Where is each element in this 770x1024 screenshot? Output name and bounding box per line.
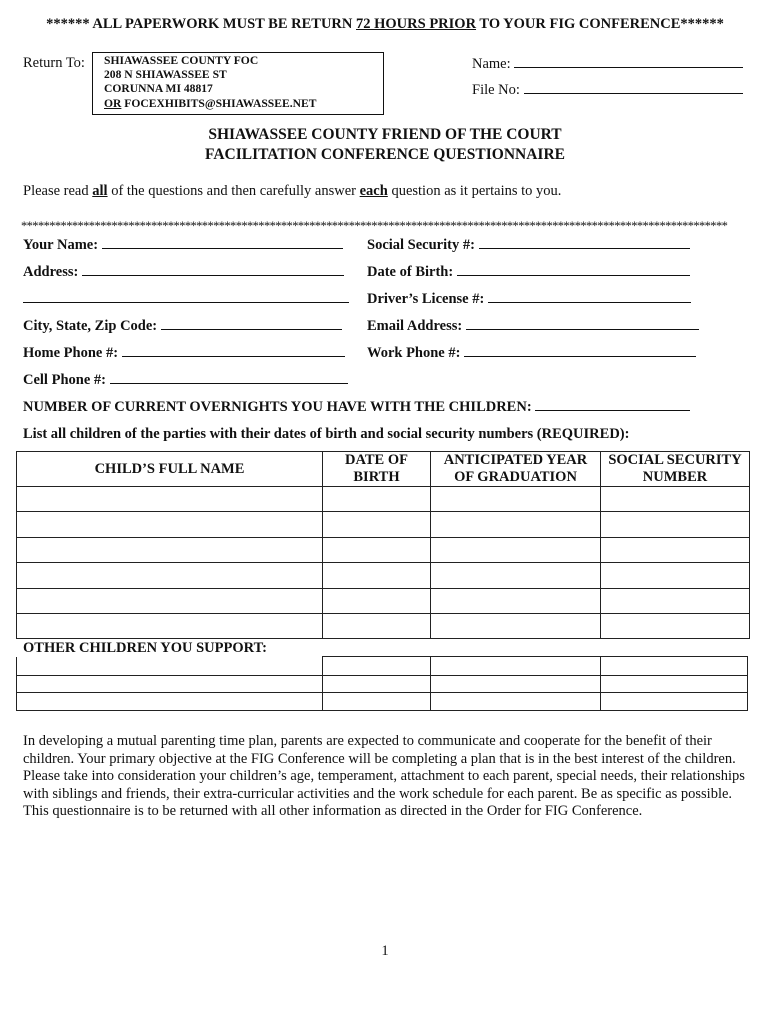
overnights-input-line[interactable] — [535, 398, 690, 411]
notice-prefix: ****** ALL PAPERWORK MUST BE RETURN — [46, 16, 356, 32]
cell-phone-label: Cell Phone #: — [23, 372, 106, 388]
city-state-zip-input-line[interactable] — [161, 317, 342, 330]
table-cell[interactable] — [431, 693, 601, 711]
instructions — [23, 183, 561, 200]
header-grad-line1: ANTICIPATED YEAR — [443, 452, 588, 468]
home-phone-label: Home Phone #: — [23, 345, 119, 361]
cell-phone-input-line[interactable] — [110, 371, 348, 384]
table-row — [17, 657, 748, 676]
your-name-label: Your Name: — [23, 237, 99, 253]
header-name-field — [472, 55, 743, 73]
table-cell[interactable] — [323, 512, 431, 538]
table-cell[interactable] — [431, 538, 601, 563]
other-children-table — [16, 656, 748, 711]
parenting-plan-paragraph: In developing a mutual parenting time plan, parents are expected to communicate and cooperate for the benefit of their children. Your primary objective at the FIG Conference will be completing a plan that is in the best interest of the children. Please take into consideration your children’s age, temperament, attachment to each parent, special needs, their relationships with siblings and friends, their extra-curricular activities and the work schedule for each parent. Be as specific as possible. This questionnaire is to be returned with all other information as directed in the Order for FIG Conference. — [23, 733, 745, 820]
work-phone-label: Work Phone #: — [367, 345, 461, 361]
table-row — [17, 693, 748, 711]
header-date-of-birth — [323, 452, 431, 487]
instructions-part3: question as it pertains to you. — [387, 183, 562, 199]
overnights-label: NUMBER OF CURRENT OVERNIGHTS YOU HAVE WITH THE CHILDREN: — [23, 399, 532, 415]
return-to-label: Return To: — [23, 55, 85, 71]
ssn-label: Social Security #: — [367, 237, 475, 253]
table-cell[interactable] — [601, 614, 750, 639]
table-cell[interactable] — [601, 487, 750, 512]
table-cell[interactable] — [17, 657, 323, 676]
table-row — [17, 614, 750, 639]
dob-field — [367, 263, 690, 281]
page-number: 1 — [381, 943, 389, 959]
header-childs-full-name — [17, 452, 323, 487]
table-cell[interactable] — [601, 589, 750, 614]
return-address-box — [92, 52, 384, 115]
return-address-line4 — [104, 97, 383, 111]
page-title-line1: SHIAWASSEE COUNTY FRIEND OF THE COURT — [208, 126, 562, 143]
header-grad-line2: OF GRADUATION — [454, 469, 577, 485]
home-phone-input-line[interactable] — [122, 344, 345, 357]
table-cell[interactable] — [323, 538, 431, 563]
ssn-input-line[interactable] — [479, 236, 690, 249]
table-row — [17, 487, 750, 512]
table-cell[interactable] — [323, 487, 431, 512]
header-file-no-input-line[interactable] — [524, 81, 743, 94]
table-cell[interactable] — [601, 538, 750, 563]
table-cell[interactable] — [17, 676, 323, 693]
table-cell[interactable] — [601, 676, 748, 693]
table-cell[interactable] — [17, 614, 323, 639]
return-address-email: FOCEXHIBITS@SHIAWASSEE.NET — [121, 96, 317, 110]
email-field — [367, 317, 699, 335]
table-cell[interactable] — [17, 487, 323, 512]
return-address-line2: 208 N SHIAWASSEE ST — [104, 68, 227, 82]
header-ssn-line2: NUMBER — [642, 469, 708, 485]
header-name-input-line[interactable] — [514, 55, 743, 68]
table-cell[interactable] — [17, 589, 323, 614]
table-cell[interactable] — [17, 693, 323, 711]
header-ssn-line1: SOCIAL SECURITY — [608, 452, 742, 468]
instructions-each: each — [359, 183, 388, 199]
ssn-field — [367, 236, 690, 254]
table-cell[interactable] — [17, 563, 323, 589]
header-name-label: Name: — [472, 56, 511, 72]
table-row — [17, 676, 748, 693]
table-cell[interactable] — [323, 589, 431, 614]
email-input-line[interactable] — [466, 317, 699, 330]
table-row — [17, 512, 750, 538]
instructions-part1: Please read — [23, 183, 93, 199]
table-cell[interactable] — [601, 693, 748, 711]
separator-stars: ***************************************************************************************************************************** — [21, 219, 728, 233]
other-children-label: OTHER CHILDREN YOU SUPPORT: — [23, 640, 267, 656]
notice-suffix: TO YOUR FIG CONFERENCE****** — [476, 16, 724, 32]
page-title-line2: FACILITATION CONFERENCE QUESTIONNAIRE — [205, 146, 565, 163]
table-cell[interactable] — [323, 676, 431, 693]
address-line2-input-line[interactable] — [23, 290, 349, 303]
dob-input-line[interactable] — [457, 263, 690, 276]
table-cell[interactable] — [431, 512, 601, 538]
table-cell[interactable] — [431, 676, 601, 693]
drivers-license-label: Driver’s License #: — [367, 291, 485, 307]
notice-deadline: 72 HOURS PRIOR — [356, 16, 477, 32]
header-social-security — [601, 452, 750, 487]
header-dob-line1: DATE OF — [345, 452, 408, 468]
address-label: Address: — [23, 264, 79, 280]
address-field — [23, 263, 344, 281]
work-phone-field — [367, 344, 696, 362]
table-row — [17, 589, 750, 614]
header-file-no-field — [472, 81, 743, 99]
dob-label: Date of Birth: — [367, 264, 454, 280]
address-input-line[interactable] — [82, 263, 344, 276]
table-cell[interactable] — [323, 563, 431, 589]
table-cell[interactable] — [323, 693, 431, 711]
children-table — [16, 451, 750, 639]
your-name-input-line[interactable] — [102, 236, 343, 249]
table-cell[interactable] — [601, 512, 750, 538]
table-cell[interactable] — [431, 657, 601, 676]
city-state-zip-label: City, State, Zip Code: — [23, 318, 158, 334]
children-list-label: List all children of the parties with their dates of birth and social security numbers (REQUIRED): — [23, 426, 630, 442]
table-cell[interactable] — [431, 589, 601, 614]
header-childs-full-name-text: CHILD’S FULL NAME — [94, 460, 245, 477]
table-cell[interactable] — [601, 657, 748, 676]
drivers-license-input-line[interactable] — [488, 290, 691, 303]
drivers-license-field — [367, 290, 691, 308]
return-address-line1: SHIAWASSEE COUNTY FOC — [104, 54, 259, 67]
table-cell[interactable] — [431, 487, 601, 512]
header-anticipated-graduation — [431, 452, 601, 487]
return-address-line3: CORUNNA MI 48817 — [104, 82, 213, 96]
city-state-zip-field — [23, 317, 342, 335]
children-table-header — [17, 452, 750, 487]
email-label: Email Address: — [367, 318, 463, 334]
table-row — [17, 563, 750, 589]
cell-phone-field — [23, 371, 348, 389]
table-row — [17, 538, 750, 563]
table-cell[interactable] — [431, 614, 601, 639]
instructions-part2: of the questions and then carefully answer — [107, 183, 360, 199]
table-cell[interactable] — [323, 657, 431, 676]
your-name-field — [23, 236, 343, 254]
return-address-or: OR — [104, 96, 122, 110]
header-dob-line2: BIRTH — [353, 469, 400, 485]
address-line2-field — [23, 290, 349, 308]
paperwork-deadline-notice — [0, 16, 770, 33]
home-phone-field — [23, 344, 345, 362]
overnights-field — [23, 398, 690, 416]
work-phone-input-line[interactable] — [464, 344, 696, 357]
table-cell[interactable] — [17, 538, 323, 563]
table-cell[interactable] — [431, 563, 601, 589]
instructions-all: all — [92, 183, 108, 199]
header-file-no-label: File No: — [472, 82, 520, 98]
table-cell[interactable] — [323, 614, 431, 639]
table-cell[interactable] — [17, 512, 323, 538]
table-cell[interactable] — [601, 563, 750, 589]
